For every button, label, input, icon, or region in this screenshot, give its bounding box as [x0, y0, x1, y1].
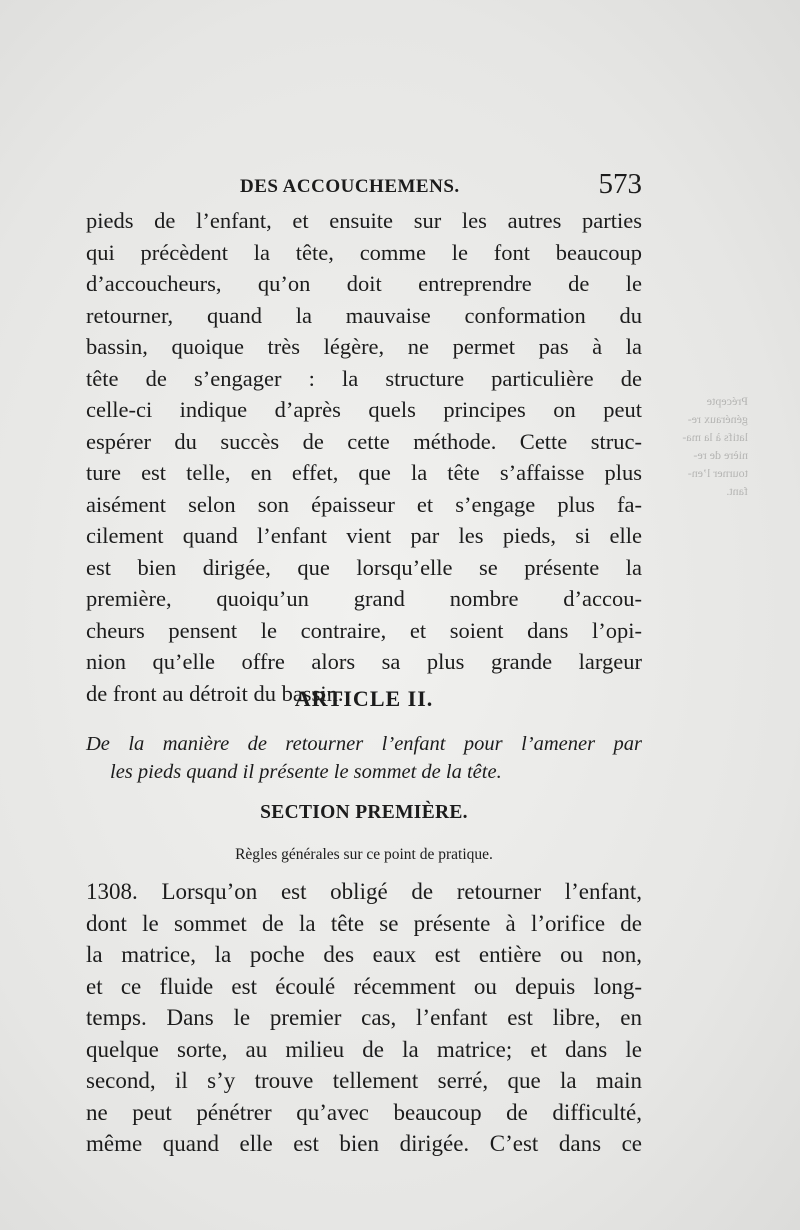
text-line: retourner, quand la mauvaise conformation du: [86, 302, 642, 328]
text-line: cheurs pensent le contraire, et soient dans l’opi-: [86, 617, 642, 643]
text-line: de front au détroit du bassin.: [86, 680, 344, 706]
article-subtitle-line: De la manière de retourner l’enfant pour l’amener par: [86, 733, 642, 755]
text-line: pieds de l’enfant, et ensuite sur les autres parties: [86, 208, 642, 233]
paragraph-1: [86, 205, 642, 709]
text-line: qui précèdent la tête, comme le font beaucoup: [86, 239, 642, 265]
text-line: aisément selon son épaisseur et s’engage plus fa-: [86, 491, 642, 517]
section-heading: SECTION PREMIÈRE.: [260, 802, 468, 823]
text-line: tête de s’engager : la structure particulière de: [86, 365, 642, 391]
running-head: [86, 168, 642, 204]
text-line: d’accoucheurs, qu’on doit entreprendre de le: [86, 271, 642, 296]
text-line: bassin, quoique très légère, ne permet pas à la: [86, 334, 642, 359]
running-title: DES ACCOUCHEMENS.: [240, 176, 460, 197]
text-line: cilement quand l’enfant vient par les pieds, si elle: [86, 523, 642, 548]
show-through-margin-notes: Précepte généraux re- latifs à la ma- nière de re- tourner l’en- fant.: [682, 394, 748, 498]
section-subheading: Règles générales sur ce point de pratique.: [235, 846, 493, 863]
text-line: ture est telle, en effet, que la tête s’affaisse plus: [86, 460, 642, 485]
text-line: dont le sommet de la tête se présente à l’orifice de: [86, 910, 642, 936]
paragraph-2: [86, 876, 642, 1160]
text-line: la matrice, la poche des eaux est entière ou non,: [86, 942, 642, 967]
text-line: espérer du succès de cette méthode. Cette struc-: [86, 428, 642, 454]
text-line: et ce fluide est écoulé récemment ou depuis long-: [86, 973, 642, 999]
text-line: est bien dirigée, que lorsqu’elle se présente la: [86, 554, 642, 580]
text-line: celle-ci indique d’après quels principes on peut: [86, 397, 642, 422]
text-line: quelque sorte, au milieu de la matrice; et dans le: [86, 1036, 642, 1062]
article-heading: ARTICLE II.: [294, 686, 434, 711]
article-subtitle: [86, 730, 642, 786]
text-line: 1308. Lorsqu’on est obligé de retourner l’enfant,: [86, 879, 642, 904]
text-line: second, il s’y trouve tellement serré, que la main: [86, 1068, 642, 1093]
text-line: même quand elle est bien dirigée. C’est dans ce: [86, 1131, 642, 1156]
article-subtitle-line: les pieds quand il présente le sommet de la tête.: [110, 761, 502, 783]
text-line: première, quoiqu’un grand nombre d’accou-: [86, 586, 642, 611]
text-line: ne peut pénétrer qu’avec beaucoup de difficulté,: [86, 1099, 642, 1125]
text-line: temps. Dans le premier cas, l’enfant est libre, en: [86, 1005, 642, 1030]
page-number: 573: [598, 168, 642, 200]
text-line: nion qu’elle offre alors sa plus grande largeur: [86, 649, 642, 674]
